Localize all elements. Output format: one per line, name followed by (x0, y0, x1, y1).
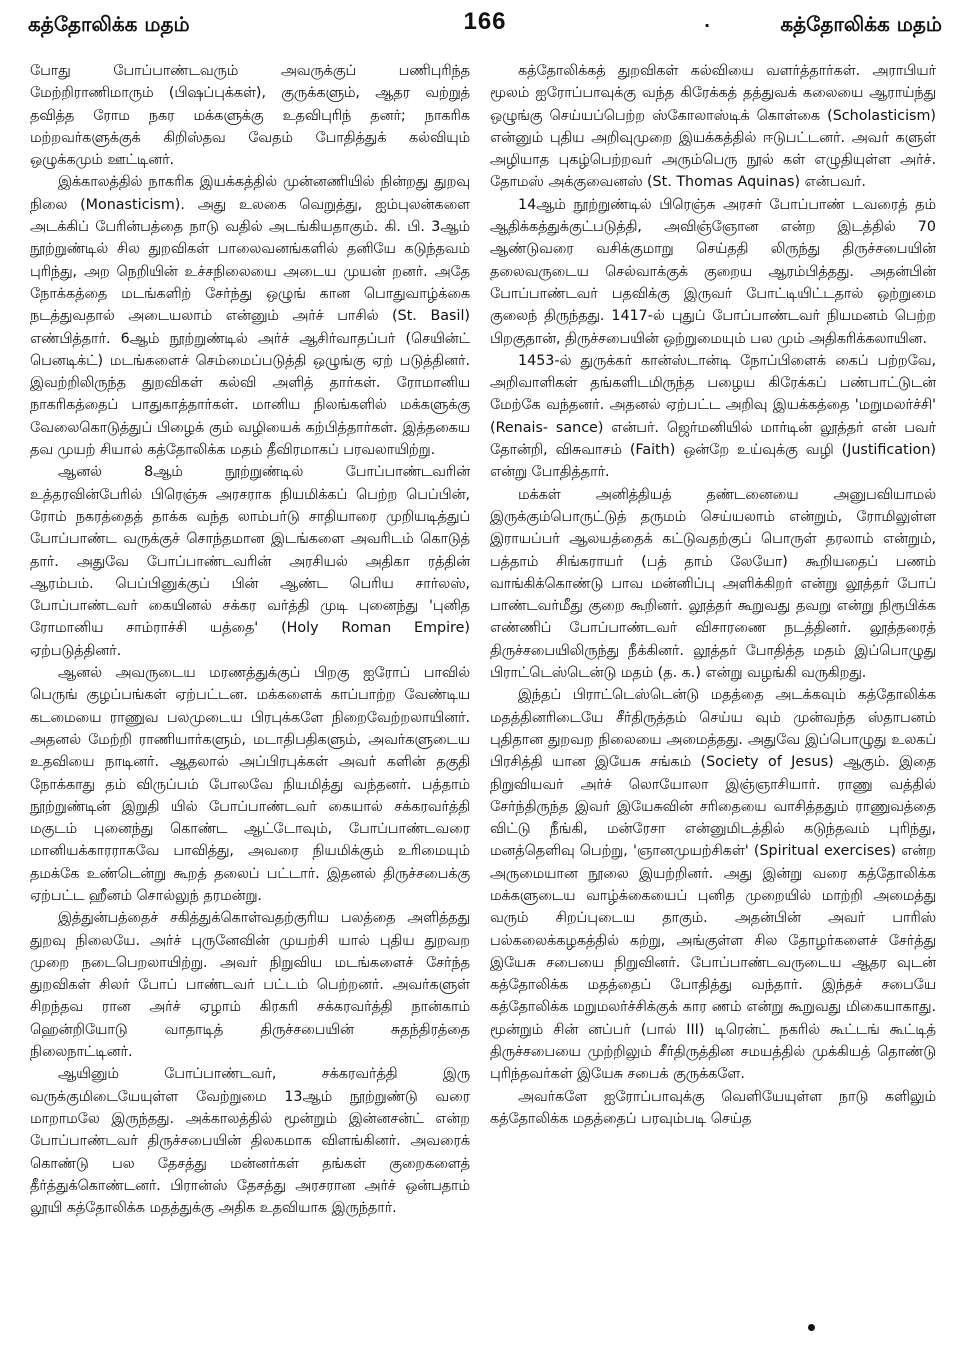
paragraph: ஆனல் அவருடைய மரணத்துக்குப் பிறகு ஐரோப் பாவில் பெருங் குழப்பங்கள் ஏற்பட்டன. மக்களைக் காப்பாற்ற வேண்டிய கடமையை ராணுவ பலமுடைய பிரபுக்களே நிறைவேற்றலாயினர். அதனல் மேற்றி ராணியார்களும், மடாதிபதிகளும், அவர்களுடைய உதவியை நாடினர். ஆதலால் அப்பிரபுக்கள் அவர் களின் தகுதி நோக்காது தம் விருப்பம் போலவே நியமித்து வந்தனர். பத்தாம் நூற்றுண்டின் இறுதி யில் போப்பாண்டவர் கையால் சக்கரவர்த்தி மகுடம் புனைந்து கொண்ட ஆட்டோவும், போப்பாண்டவரை மானியக்காரராகவே பாவித்து, அவரை நியமிக்கும் உரிமையும் தமக்கே உண்டென்று கூறத் தலைப் பட்டார். இதனல் திருச்சபைக்கு ஏற்பட்ட ஹீனம் சொல்லுந் தரமன்று. (30, 665, 470, 904)
running-title-right: கத்தோலிக்க மதம் (780, 12, 942, 36)
running-title-left: கத்தோலிக்க மதம் (28, 12, 190, 36)
footer-bullet (808, 1324, 815, 1331)
paragraph: 1453-ல் துருக்கர் கான்ஸ்டான்டி நோப்பிளைக் கைப் பற்றவே, அறிவாளிகள் தங்களிடமிருந்த பழைய கிரேக்கப் பண்பாட்டுடன் மேற்கே வந்தனர். அதனல் ஏற்பட்ட அறிவு இயக்கத்தை 'மறுமலர்ச்சி' (Renais- sance) என்பர். ஜெர்மனியில் மார்டின் லூத்தர் என் பவர் தோன்றி, விசுவாசம் (Faith) ஒன்றே உய்வுக்கு வழி (Justification) என்று போதித்தார். (490, 352, 936, 481)
paragraph: 14ஆம் நூற்றுண்டில் பிரெஞ்சு அரசர் போப்பாண் டவரைத் தம் ஆதிக்கத்துக்குட்படுத்தி, அவிஞ்ஞோன என்ற இடத்தில் 70 ஆண்டுவரை வசிக்குமாறு செய்ததி லிருந்து திருச்சபையின் தலைவருடைய செல்வாக்குக் குறைய ஆரம்பித்தது. அதன்பின் போப்பாண்டவர் பதவிக்கு இருவர் போட்டியிட்டதால் ஒற்றுமை குலைந் திருந்தது. 1417-ல் புதுப் போப்பாண்டவர் நியமனம் பெற்ற பிறகுதான், திருச்சபையின் ஒற்றுமையும் பல மும் அதிகரிக்கலாயின. (490, 196, 936, 347)
paragraph: ஆனல் 8ஆம் நூற்றுண்டில் போப்பாண்டவரின் உத்தரவின்பேரில் பிரெஞ்சு அரசராக நியமிக்கப் பெற்ற பெப்பின், ரோம் நகரத்தைத் தாக்க வந்த லாம்பர்டு சாதியாரை முறியடித்துப் போப்பாண்ட வருக்குச் சொந்தமான இடங்களை அவரிடம் கொடுத் தார். அதுவே போப்பாண்டவரின் அரசியல் அதிகா ரத்தின் ஆரம்பம். பெப்பினுக்குப் பின் ஆண்ட பெரிய சார்லஸ், போப்பாண்டவர் கையினல் சக்கர வர்த்தி முடி புனைந்து 'புனித ரோமானிய சாம்ராச்சி யத்தை' (Holy Roman Empire) ஏற்படுத்தினர். (30, 464, 470, 659)
paragraph: கத்தோலிக்கத் துறவிகள் கல்வியை வளர்த்தார்கள். அராபியர் மூலம் ஐரோப்பாவுக்கு வந்த கிரேக்கத் தத்துவக் கலையை ஆராய்ந்து ஒழுங்கு செய்யப்பெற்ற ஸ்கோலாஸ்டிக் கொள்கை (Scholasticism) என்னும் புதிய அறிவுமுறை இயக்கத்தில் ஈடுபட்டனர். அவர் களுள் அழியாத புகழ்பெற்றவர் அரும்பெரு நூல் கள் எழுதியுள்ள அர்ச். தோமஸ் அக்குவைனஸ் (St. Thomas Aquinas) என்பவர். (490, 63, 936, 191)
page-number: 166 (463, 8, 507, 35)
paragraph: போது போப்பாண்டவரும் அவருக்குப் பணிபுரிந்த மேற்றிராணிமாரும் (பிஷப்புக்கள்), குருக்களும், ஆதர வற்றுத் தவித்த ரோம நகர மக்களுக்கு உதவிபுரிந் தனர்; நாகரிக மற்றவர்களுக்குக் கிறிஸ்தவ வேதம் போதித்துக் கல்வியும் ஒழுக்கமும் ஊட்டினர். (30, 63, 470, 169)
right-column (490, 60, 936, 1350)
header-dot: . (704, 12, 711, 31)
paragraph: அவர்களே ஐரோப்பாவுக்கு வெளியேயுள்ள நாடு களிலும் கத்தோலிக்க மதத்தைப் பரவும்படி செய்த (490, 1088, 936, 1127)
page-header (28, 8, 942, 50)
paragraph: இந்தப் பிராட்டெஸ்டென்டு மதத்தை அடக்கவும் கத்தோலிக்க மதத்தினரிடையே சீர்திருத்தம் செய்ய வும் முன்வந்த ஸ்தாபனம் புதிதான துறவற நிலையை அமைத்தது. அதுவே இப்பொழுது உலகப் பிரசித்தி யான இயேசு சங்கம் (Society of Jesus) ஆகும். இதை நிறுவியவர் அர்ச் லொயோலா இஞ்ஞாசியார். ராணு வத்தில் சேர்ந்திருந்த இவர் இயேசுவின் சரிதையை வாசித்ததும் ராணுவத்தை விட்டு நீங்கி, மன்ரேசா என்னுமிடத்தில் கடுந்தவம் புரிந்து, மனத்தெளிவு பெற்று, 'ஞானமுயற்சிகள்' (Spiritual exercises) என்ற அருமையான நூலை இயற்றினர். அது இன்று வரை கத்தோலிக்க மக்களுடைய வாழ்க்கையைப் புனித முறையில் மாற்றி அமைத்து வரும் சிறப்புடைய தாகும். அதன்பின் அவர் பாரிஸ் பல்கலைக்கழகத்தில் கற்று, அங்குள்ள சில தோழர்களைச் சேர்த்து இயேசு சபையை நிறுவினர். போப்பாண்டவருடைய ஆதர வுடன் கத்தோலிக்க மதத்தைப் போதித்து வந்தார். இந்தச் சபையே கத்தோலிக்க மறுமலர்ச்சிக்குக் கார ணம் என்று கூறுவது மிகையாகாது. மூன்றும் சின் னப்பர் (பால் III) டிரென்ட் நகரில் கூட்டங் கூட்டித் திருச்சபையை முற்றிலும் சீர்திருத்தின சமயத்தில் முக்கியத் தொண்டு புரிந்தவர்கள் இயேசு சபைக் குருக்களே. (490, 687, 936, 1083)
paragraph: இத்துன்பத்தைச் சகித்துக்கொள்வதற்குரிய பலத்தை அளித்தது துறவு நிலையே. அர்ச் புருனேவின் முயற்சி யால் புதிய துறவற முறை நடைபெறலாயிற்று. அவர் நிறுவிய மடங்களைச் சேர்ந்த துறவிகள் சிலர் போப் பாண்டவர் பட்டம் பெற்றனர். அவர்களுள் சிறந்தவ ரான அர்ச் ஏழாம் கிரகரி சக்கரவர்த்தி நான்காம் ஹென்றியோடு வாதாடித் திருச்சபையின் சுதந்திரத்தை நிலைநாட்டினர். (30, 910, 470, 1061)
paragraph: மக்கள் அனித்தியத் தண்டனையை அனுபவியாமல் இருக்கும்பொருட்டுத் தருமம் செய்யலாம் என்றும், ரோமிலுள்ள இராயப்பர் ஆலயத்தைக் கட்டுவதற்குப் பொருள் தரலாம் என்றும், பத்தாம் சிங்கராயர் (பத் தாம் லேயோ) கூறியதைப் பணம் வாங்கிக்கொண்டு பாவ மன்னிப்பு அளிக்கிறர் என்று லூத்தர் போப் பாண்டவர்மீது குறை கூறினர். லூத்தர் கூறுவது தவறு என்று நிரூபிக்க எண்ணிப் போப்பாண்டவர் விசாரணை நடத்தினர். லூத்தரைத் திருச்சபையிலிருந்து நீக்கினர். லூத்தர் போதித்த மதம் இப்பொழுது பிராட்டெஸ்டென்டு மதம் (த. க.) என்று வழங்கி வருகிறது. (490, 486, 936, 682)
paragraph: ஆயினும் போப்பாண்டவர், சக்கரவர்த்தி இரு வருக்குமிடையேயுள்ள வேற்றுமை 13ஆம் நூற்றுண்டு வரை மாறாமலே இருந்தது. அக்காலத்தில் மூன்றும் இன்னசன்ட் என்ற போப்பாண்டவர் திருச்சபையின் திலகமாக விளங்கினர். அவரைக் கொண்டு பல தேசத்து மன்னர்கள் தங்கள் குறைகளைத் தீர்த்துக்கொண்டனர். பிரான்ஸ் தேசத்து அரசரான அர்ச் ஒன்பதாம் லூயி கத்தோலிக்க மதத்துக்கு அதிக உதவியாக இருந்தார். (30, 1066, 470, 1217)
left-column (30, 60, 470, 1350)
paragraph: இக்காலத்தில் நாகரிக இயக்கத்தில் முன்னணியில் நின்றது துறவு நிலை (Monasticism). அது உலகை வெறுத்து, ஐம்புலன்களை அடக்கிப் பேரின்பத்தை நாடு வதில் அடங்கியதாகும். கி. பி. 3ஆம் நூற்றுண்டில் சில துறவிகள் பாலைவனங்களில் தனியே கடுந்தவம் புரிந்து, அற நெறியின் உச்சநிலையை அடைய முயன் றனர். அதே நோக்கத்தை மடங்களிற் சேர்ந்து ஒழுங் கான பொதுவாழ்க்கை நடத்துவதால் அடையலாம் என்னும் அர்ச் பாசில் (St. Basil) எண்பித்தார். 6ஆம் நூற்றுண்டில் அர்ச் ஆசிர்வாதப்பர் (செயின்ட் பெனடிக்ட்) மடங்களைச் செம்மைப்படுத்தி ஒழுங்கு ஏற் படுத்தினர். இவற்றிலிருந்த துறவிகள் கல்வி அளித் தார்கள். ரோமானிய நாகரிகத்தைப் பாதுகாத்தார்கள். மானிய நிலங்களில் மக்களுக்கு வேலைகொடுத்துப் பிழைக் கும் வழியைக் கற்பித்தார்கள். இத்தகைய தவ முயற் சியால் கத்தோலிக்க மதம் தீவிரமாகப் பரவலாயிற்று. (30, 174, 470, 459)
